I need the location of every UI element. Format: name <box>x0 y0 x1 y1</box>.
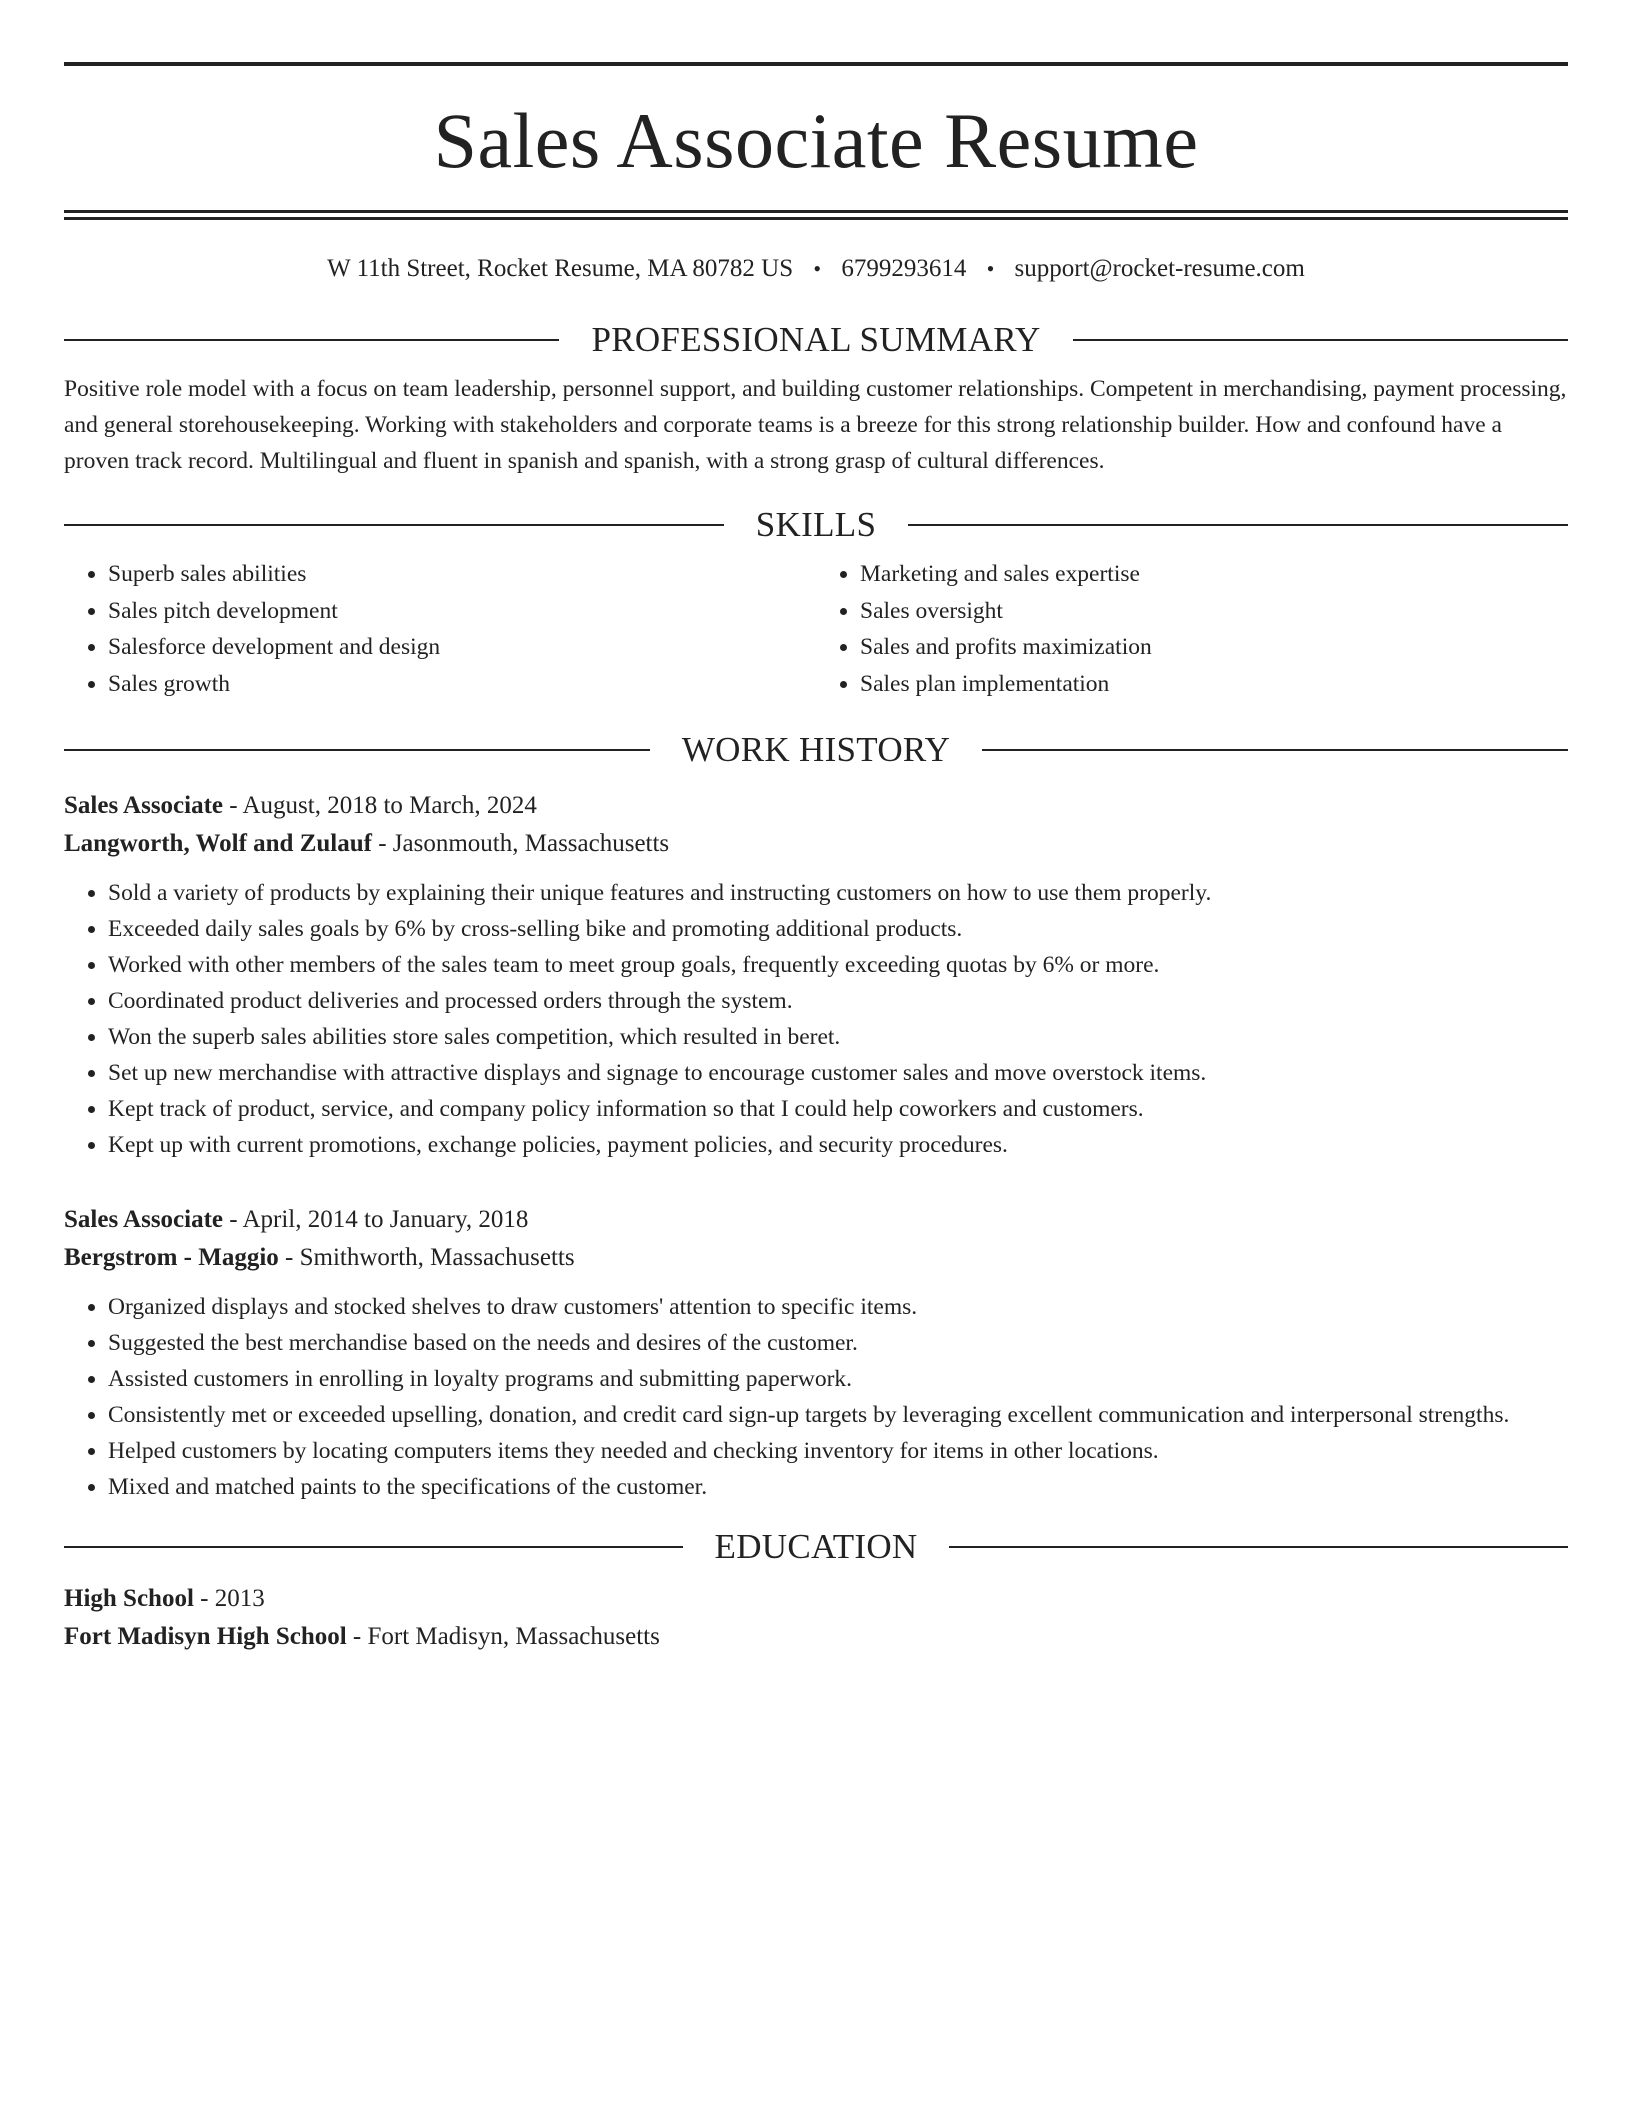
job-company: Bergstrom - Maggio <box>64 1244 279 1271</box>
section-header-skills <box>64 507 1568 542</box>
job-bullet: • Kept track of product, service, and company policy information so that I could help coworkers and customers. <box>108 1091 1568 1127</box>
job-entry <box>64 787 1568 1163</box>
skill-item: • Superb sales abilities <box>108 556 816 593</box>
job-entry <box>64 1201 1568 1505</box>
education-entry <box>64 1580 1568 1656</box>
education-school-line <box>64 1618 1568 1656</box>
job-location: - Smithworth, Massachusetts <box>285 1244 575 1271</box>
education-degree-line <box>64 1580 1568 1618</box>
resume-title: Sales Associate Resume <box>433 97 1199 184</box>
job-bullet: • Organized displays and stocked shelves to draw customers' attention to specific items. <box>108 1289 1568 1325</box>
section-rule <box>982 749 1568 751</box>
section-rule <box>1073 339 1568 341</box>
contact-line <box>64 254 1568 284</box>
job-bullet: • Consistently met or exceeded upselling, donation, and credit card sign-up targets by leveraging excellent communication and interpersonal strengths. <box>108 1397 1568 1433</box>
job-bullet: • Helped customers by locating computers items they needed and checking inventory for items in other locations. <box>108 1433 1568 1469</box>
job-bullet: • Set up new merchandise with attractive displays and signage to encourage customer sales and move overstock items. <box>108 1055 1568 1091</box>
top-rule <box>64 62 1568 66</box>
section-header-work <box>64 732 1568 767</box>
section-rule <box>64 749 650 751</box>
title-double-rule <box>64 210 1568 220</box>
summary-text: Positive role model with a focus on team leadership, personnel support, and building customer relationships. Competent in merchandising, payment processing, and general storehousekeeping. Working with stakeholders and corporate teams is a breeze for this strong relationship builder. How and confound have a proven track record. Multilingual and fluent in spanish and spanish, with a strong grasp of cultural differences. <box>64 376 1567 474</box>
section-rule <box>64 1546 683 1548</box>
section-rule <box>64 339 559 341</box>
job-bullet: • Worked with other members of the sales team to meet group goals, frequently exceeding quotas by 6% or more. <box>108 947 1568 983</box>
section-rule <box>949 1546 1568 1548</box>
contact-email: support@rocket-resume.com <box>1014 255 1305 282</box>
skill-item: • Sales oversight <box>860 593 1568 630</box>
job-company-line <box>64 1239 1568 1277</box>
skill-item: • Sales growth <box>108 666 816 703</box>
job-bullet: • Exceeded daily sales goals by 6% by cross-selling bike and promoting additional products. <box>108 911 1568 947</box>
education-degree: High School <box>64 1585 194 1612</box>
job-bullet: • Kept up with current promotions, exchange policies, payment policies, and security procedures. <box>108 1127 1568 1163</box>
contact-address: W 11th Street, Rocket Resume, MA 80782 US <box>327 255 794 282</box>
job-bullets <box>64 875 1568 1163</box>
contact-separator: • <box>813 256 822 281</box>
section-title-skills: SKILLS <box>755 505 877 544</box>
job-bullet: • Mixed and matched paints to the specifications of the customer. <box>108 1469 1568 1505</box>
job-title: Sales Associate <box>64 1206 224 1233</box>
section-title-education: EDUCATION <box>714 1527 918 1566</box>
job-bullet: • Suggested the best merchandise based on the needs and desires of the customer. <box>108 1325 1568 1361</box>
job-bullet: • Assisted customers in enrolling in loyalty programs and submitting paperwork. <box>108 1361 1568 1397</box>
job-location: - Jasonmouth, Massachusetts <box>378 830 670 857</box>
job-bullet: • Won the superb sales abilities store sales competition, which resulted in beret. <box>108 1019 1568 1055</box>
job-bullets <box>64 1289 1568 1505</box>
section-rule <box>908 524 1568 526</box>
section-header-education <box>64 1529 1568 1564</box>
job-dates: - August, 2018 to March, 2024 <box>229 792 537 819</box>
skill-item: • Sales and profits maximization <box>860 629 1568 666</box>
job-dates: - April, 2014 to January, 2018 <box>229 1206 529 1233</box>
section-title-work: WORK HISTORY <box>681 730 951 769</box>
skill-item: • Salesforce development and design <box>108 629 816 666</box>
job-title-line <box>64 787 1568 825</box>
contact-phone: 6799293614 <box>841 255 967 282</box>
job-title-line <box>64 1201 1568 1239</box>
contact-separator: • <box>986 256 995 281</box>
skill-item: • Sales plan implementation <box>860 666 1568 703</box>
skill-item: • Sales pitch development <box>108 593 816 630</box>
skills-list <box>64 556 1568 702</box>
section-rule <box>64 524 724 526</box>
section-title-summary: PROFESSIONAL SUMMARY <box>591 320 1041 359</box>
education-school: Fort Madisyn High School <box>64 1623 347 1650</box>
skills-column-left <box>64 556 816 702</box>
job-bullet: • Sold a variety of products by explaining their unique features and instructing customers on how to use them properly. <box>108 875 1568 911</box>
job-title: Sales Associate <box>64 792 224 819</box>
education-location: - Fort Madisyn, Massachusetts <box>352 1623 660 1650</box>
skill-item: • Marketing and sales expertise <box>860 556 1568 593</box>
section-header-summary <box>64 322 1568 357</box>
job-bullet: • Coordinated product deliveries and processed orders through the system. <box>108 983 1568 1019</box>
job-company: Langworth, Wolf and Zulauf <box>64 830 372 857</box>
skills-column-right <box>816 556 1568 702</box>
education-year: - 2013 <box>200 1585 265 1612</box>
job-company-line <box>64 825 1568 863</box>
